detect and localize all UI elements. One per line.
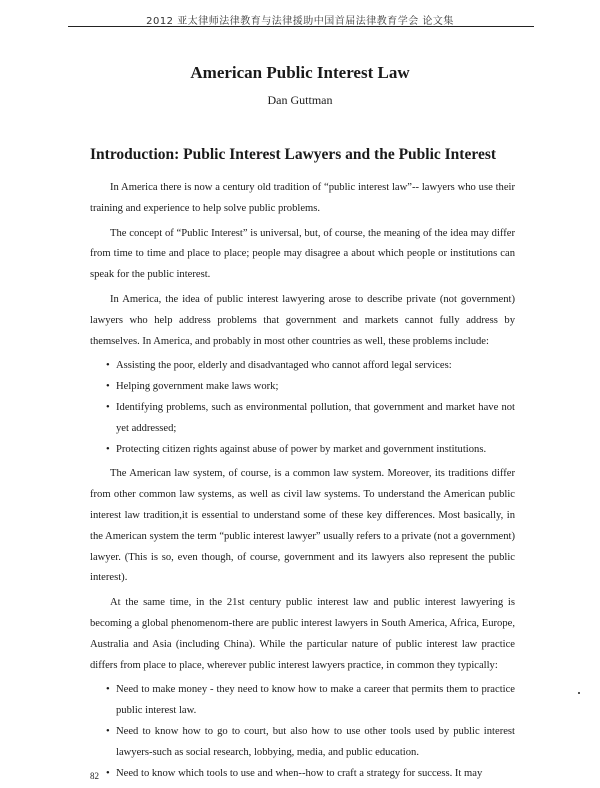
article-title: American Public Interest Law <box>190 63 410 82</box>
paragraph-2: The concept of “Public Interest” is universal, but, of course, the meaning of the idea may differ from time to time and place to place; people may disagree a about which people or institutions can speak for the public interest. <box>90 227 515 281</box>
page-number: 82 <box>90 771 99 781</box>
bullet-icon: • <box>106 360 110 372</box>
bullet-icon: • <box>106 381 110 393</box>
article-author: Dan Guttman <box>267 93 333 107</box>
article-body <box>90 178 515 788</box>
scan-artifact <box>578 692 580 694</box>
paragraph-1: In America there is now a century old tradition of “public interest law”-- lawyers who use their training and experience to help solve public problems. <box>90 182 515 214</box>
paragraph-4: The American law system, of course, is a common law system. Moreover, its traditions differ from other common law systems, as well as civil law systems. To understand the American public interest law tradition,it is essential to understand some of these key differences. Most basically, in the American system the term “public interest lawyer” usually refers to a private (not a government) lawyer. (This is so, even though, of course, government and its lawyers also represent the public interest). <box>90 468 515 584</box>
header-rule <box>68 26 534 27</box>
problems-list <box>90 356 515 460</box>
typical-traits-list <box>90 680 515 784</box>
bullet-icon: • <box>106 401 110 413</box>
list-item: • Assisting the poor, elderly and disadvantaged who cannot afford legal services: <box>90 356 515 377</box>
bullet-icon: • <box>106 725 110 737</box>
bullet-icon: • <box>106 443 110 455</box>
running-header: 2012 亚太律师法律教育与法律援助中国首届法律教育学会 论文集 <box>146 16 454 27</box>
list-item: • Identifying problems, such as environmental pollution, that government and market have not yet addressed; <box>90 398 515 440</box>
list-item: • Helping government make laws work; <box>90 377 515 398</box>
list-item: • Need to make money - they need to know how to make a career that permits them to practice public interest law. <box>90 680 515 722</box>
list-item: • Need to know how to go to court, but also how to use other tools used by public interest lawyers-such as social research, lobbying, media, and public education. <box>90 722 515 764</box>
list-item: • Need to know which tools to use and when--how to craft a strategy for success. It may <box>90 764 515 785</box>
section-heading: Introduction: Public Interest Lawyers and the Public Interest <box>90 146 497 163</box>
bullet-icon: • <box>106 767 110 779</box>
list-item: • Protecting citizen rights against abuse of power by market and government institutions. <box>90 440 515 461</box>
paragraph-5: At the same time, in the 21st century public interest law and public interest lawyering is becoming a global phenomenom-there are public interest lawyers in South America, Africa, Europe, Australia and Asia (including China). While the particular nature of public interest law practice differs from place to place, wherever public interest lawyers practice, in common they typically: <box>90 597 515 671</box>
paragraph-3: In America, the idea of public interest lawyering arose to describe private (not government) lawyers who help address problems that government and markets cannot fully address by themselves. In America, and probably in most other countries as well, these problems include: <box>90 293 515 347</box>
bullet-icon: • <box>106 684 110 696</box>
